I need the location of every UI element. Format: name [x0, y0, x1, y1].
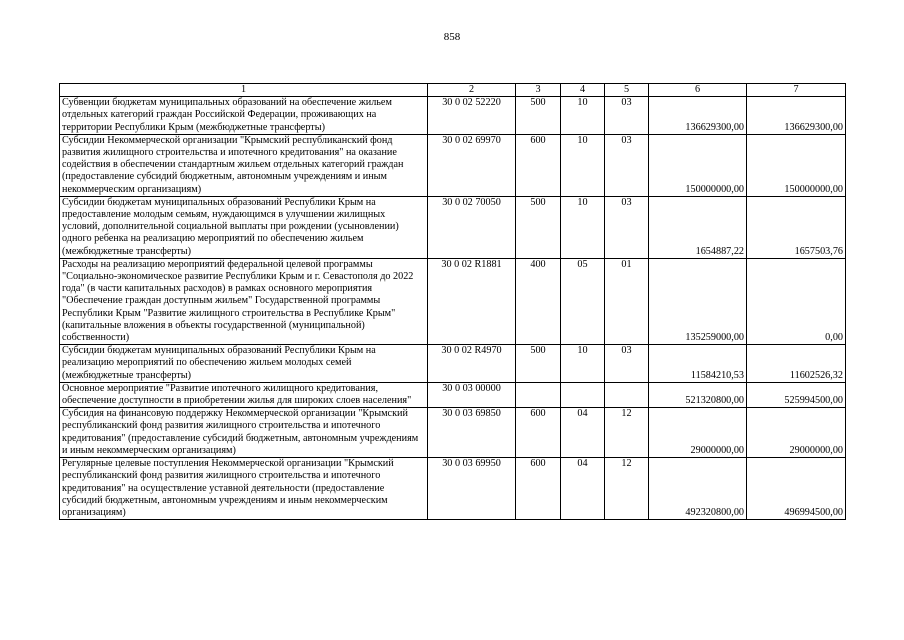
- expense-type-code: [516, 382, 561, 407]
- amount-year-1: 521320800,00: [649, 382, 747, 407]
- amount-year-1: 135259000,00: [649, 258, 747, 344]
- section-code: 10: [561, 345, 605, 383]
- table-row: [60, 345, 846, 383]
- subsection-code: 03: [605, 97, 649, 135]
- item-name: Субсидия на финансовую поддержку Некоммерческой организации "Крымский республиканский фонд развития жилищного строительства и ипотечного кредитования" (предоставление субсидий бюджетным, автономным учреждениям и иным некоммерческим организациям): [60, 408, 428, 458]
- amount-year-1: 11584210,53: [649, 345, 747, 383]
- subsection-code: 12: [605, 458, 649, 520]
- section-code: 04: [561, 458, 605, 520]
- amount-year-2: 1657503,76: [747, 196, 846, 258]
- amount-year-1: 136629300,00: [649, 97, 747, 135]
- item-name: Субвенции бюджетам муниципальных образований на обеспечение жильем отдельных категорий граждан Российской Федерации, проживающих на территории Республики Крым (межбюджетные трансферты): [60, 97, 428, 135]
- header-cell: 1: [60, 84, 428, 97]
- item-name: Расходы на реализацию мероприятий федеральной целевой программы "Социально-экономическое развитие Республики Крым и г. Севастополя до 2022 года" (в части капитальных расходов) в рамках основного мероприятия "Обеспечение граждан доступным жильем" Государственной программы Республики Крым "Развитие жилищного строительства в Республике Крым" (капитальные вложения в объекты государственной (муниципальной) собственности): [60, 258, 428, 344]
- amount-year-1: 150000000,00: [649, 134, 747, 196]
- amount-year-2: 0,00: [747, 258, 846, 344]
- item-name: Субсидии бюджетам муниципальных образований Республики Крым на предоставление молодым семьям, нуждающимся в улучшении жилищных условий, дополнительной социальной выплаты при рождении (усыновлении) одного ребенка на реализацию мероприятий по обеспечению жильем (межбюджетные трансферты): [60, 196, 428, 258]
- section-code: 10: [561, 97, 605, 135]
- table-row: [60, 97, 846, 135]
- item-name: Основное мероприятие "Развитие ипотечного жилищного кредитования, обеспечение доступности в приобретении жилья для широких слоев населения": [60, 382, 428, 407]
- subsection-code: 12: [605, 408, 649, 458]
- section-code: 05: [561, 258, 605, 344]
- expense-type-code: 600: [516, 134, 561, 196]
- subsection-code: 03: [605, 134, 649, 196]
- target-article-code: 30 0 03 69850: [428, 408, 516, 458]
- table-row: [60, 382, 846, 407]
- budget-table: [59, 83, 846, 520]
- expense-type-code: 600: [516, 458, 561, 520]
- amount-year-1: 492320800,00: [649, 458, 747, 520]
- expense-type-code: 600: [516, 408, 561, 458]
- amount-year-2: 496994500,00: [747, 458, 846, 520]
- subsection-code: 03: [605, 196, 649, 258]
- amount-year-2: 136629300,00: [747, 97, 846, 135]
- header-cell: 3: [516, 84, 561, 97]
- target-article-code: 30 0 02 R4970: [428, 345, 516, 383]
- target-article-code: 30 0 02 70050: [428, 196, 516, 258]
- table-row: [60, 458, 846, 520]
- amount-year-1: 1654887,22: [649, 196, 747, 258]
- section-code: 10: [561, 134, 605, 196]
- header-cell: 5: [605, 84, 649, 97]
- table-row: [60, 134, 846, 196]
- target-article-code: 30 0 03 69950: [428, 458, 516, 520]
- item-name: Субсидии бюджетам муниципальных образований Республики Крым на реализацию мероприятий по обеспечению жильем молодых семей (межбюджетные трансферты): [60, 345, 428, 383]
- expense-type-code: 500: [516, 97, 561, 135]
- header-cell: 4: [561, 84, 605, 97]
- table-row: [60, 258, 846, 344]
- header-cell: 7: [747, 84, 846, 97]
- amount-year-1: 29000000,00: [649, 408, 747, 458]
- section-code: [561, 382, 605, 407]
- amount-year-2: 29000000,00: [747, 408, 846, 458]
- expense-type-code: 500: [516, 345, 561, 383]
- budget-table-body: [60, 84, 846, 520]
- page-number: 858: [443, 31, 461, 43]
- amount-year-2: 150000000,00: [747, 134, 846, 196]
- subsection-code: [605, 382, 649, 407]
- item-name: Регулярные целевые поступления Некоммерческой организации "Крымский республиканский фонд развития жилищного строительства и ипотечного кредитования" на осуществление уставной деятельности (предоставление субсидий бюджетным, автономным учреждениям и иным некоммерческим организациям): [60, 458, 428, 520]
- table-row: [60, 196, 846, 258]
- subsection-code: 01: [605, 258, 649, 344]
- table-row: [60, 408, 846, 458]
- header-cell: 2: [428, 84, 516, 97]
- amount-year-2: 11602526,32: [747, 345, 846, 383]
- section-code: 04: [561, 408, 605, 458]
- target-article-code: 30 0 03 00000: [428, 382, 516, 407]
- target-article-code: 30 0 02 52220: [428, 97, 516, 135]
- header-row: [60, 84, 846, 97]
- item-name: Субсидии Некоммерческой организации "Крымский республиканский фонд развития жилищного строительства и ипотечного кредитования" на оказание содействия в обеспечении стандартным жильем отдельных категорий граждан (предоставление субсидий бюджетным, автономным учреждениям и иным некоммерческим организациям): [60, 134, 428, 196]
- expense-type-code: 500: [516, 196, 561, 258]
- target-article-code: 30 0 02 R1881: [428, 258, 516, 344]
- expense-type-code: 400: [516, 258, 561, 344]
- subsection-code: 03: [605, 345, 649, 383]
- header-cell: 6: [649, 84, 747, 97]
- target-article-code: 30 0 02 69970: [428, 134, 516, 196]
- amount-year-2: 525994500,00: [747, 382, 846, 407]
- section-code: 10: [561, 196, 605, 258]
